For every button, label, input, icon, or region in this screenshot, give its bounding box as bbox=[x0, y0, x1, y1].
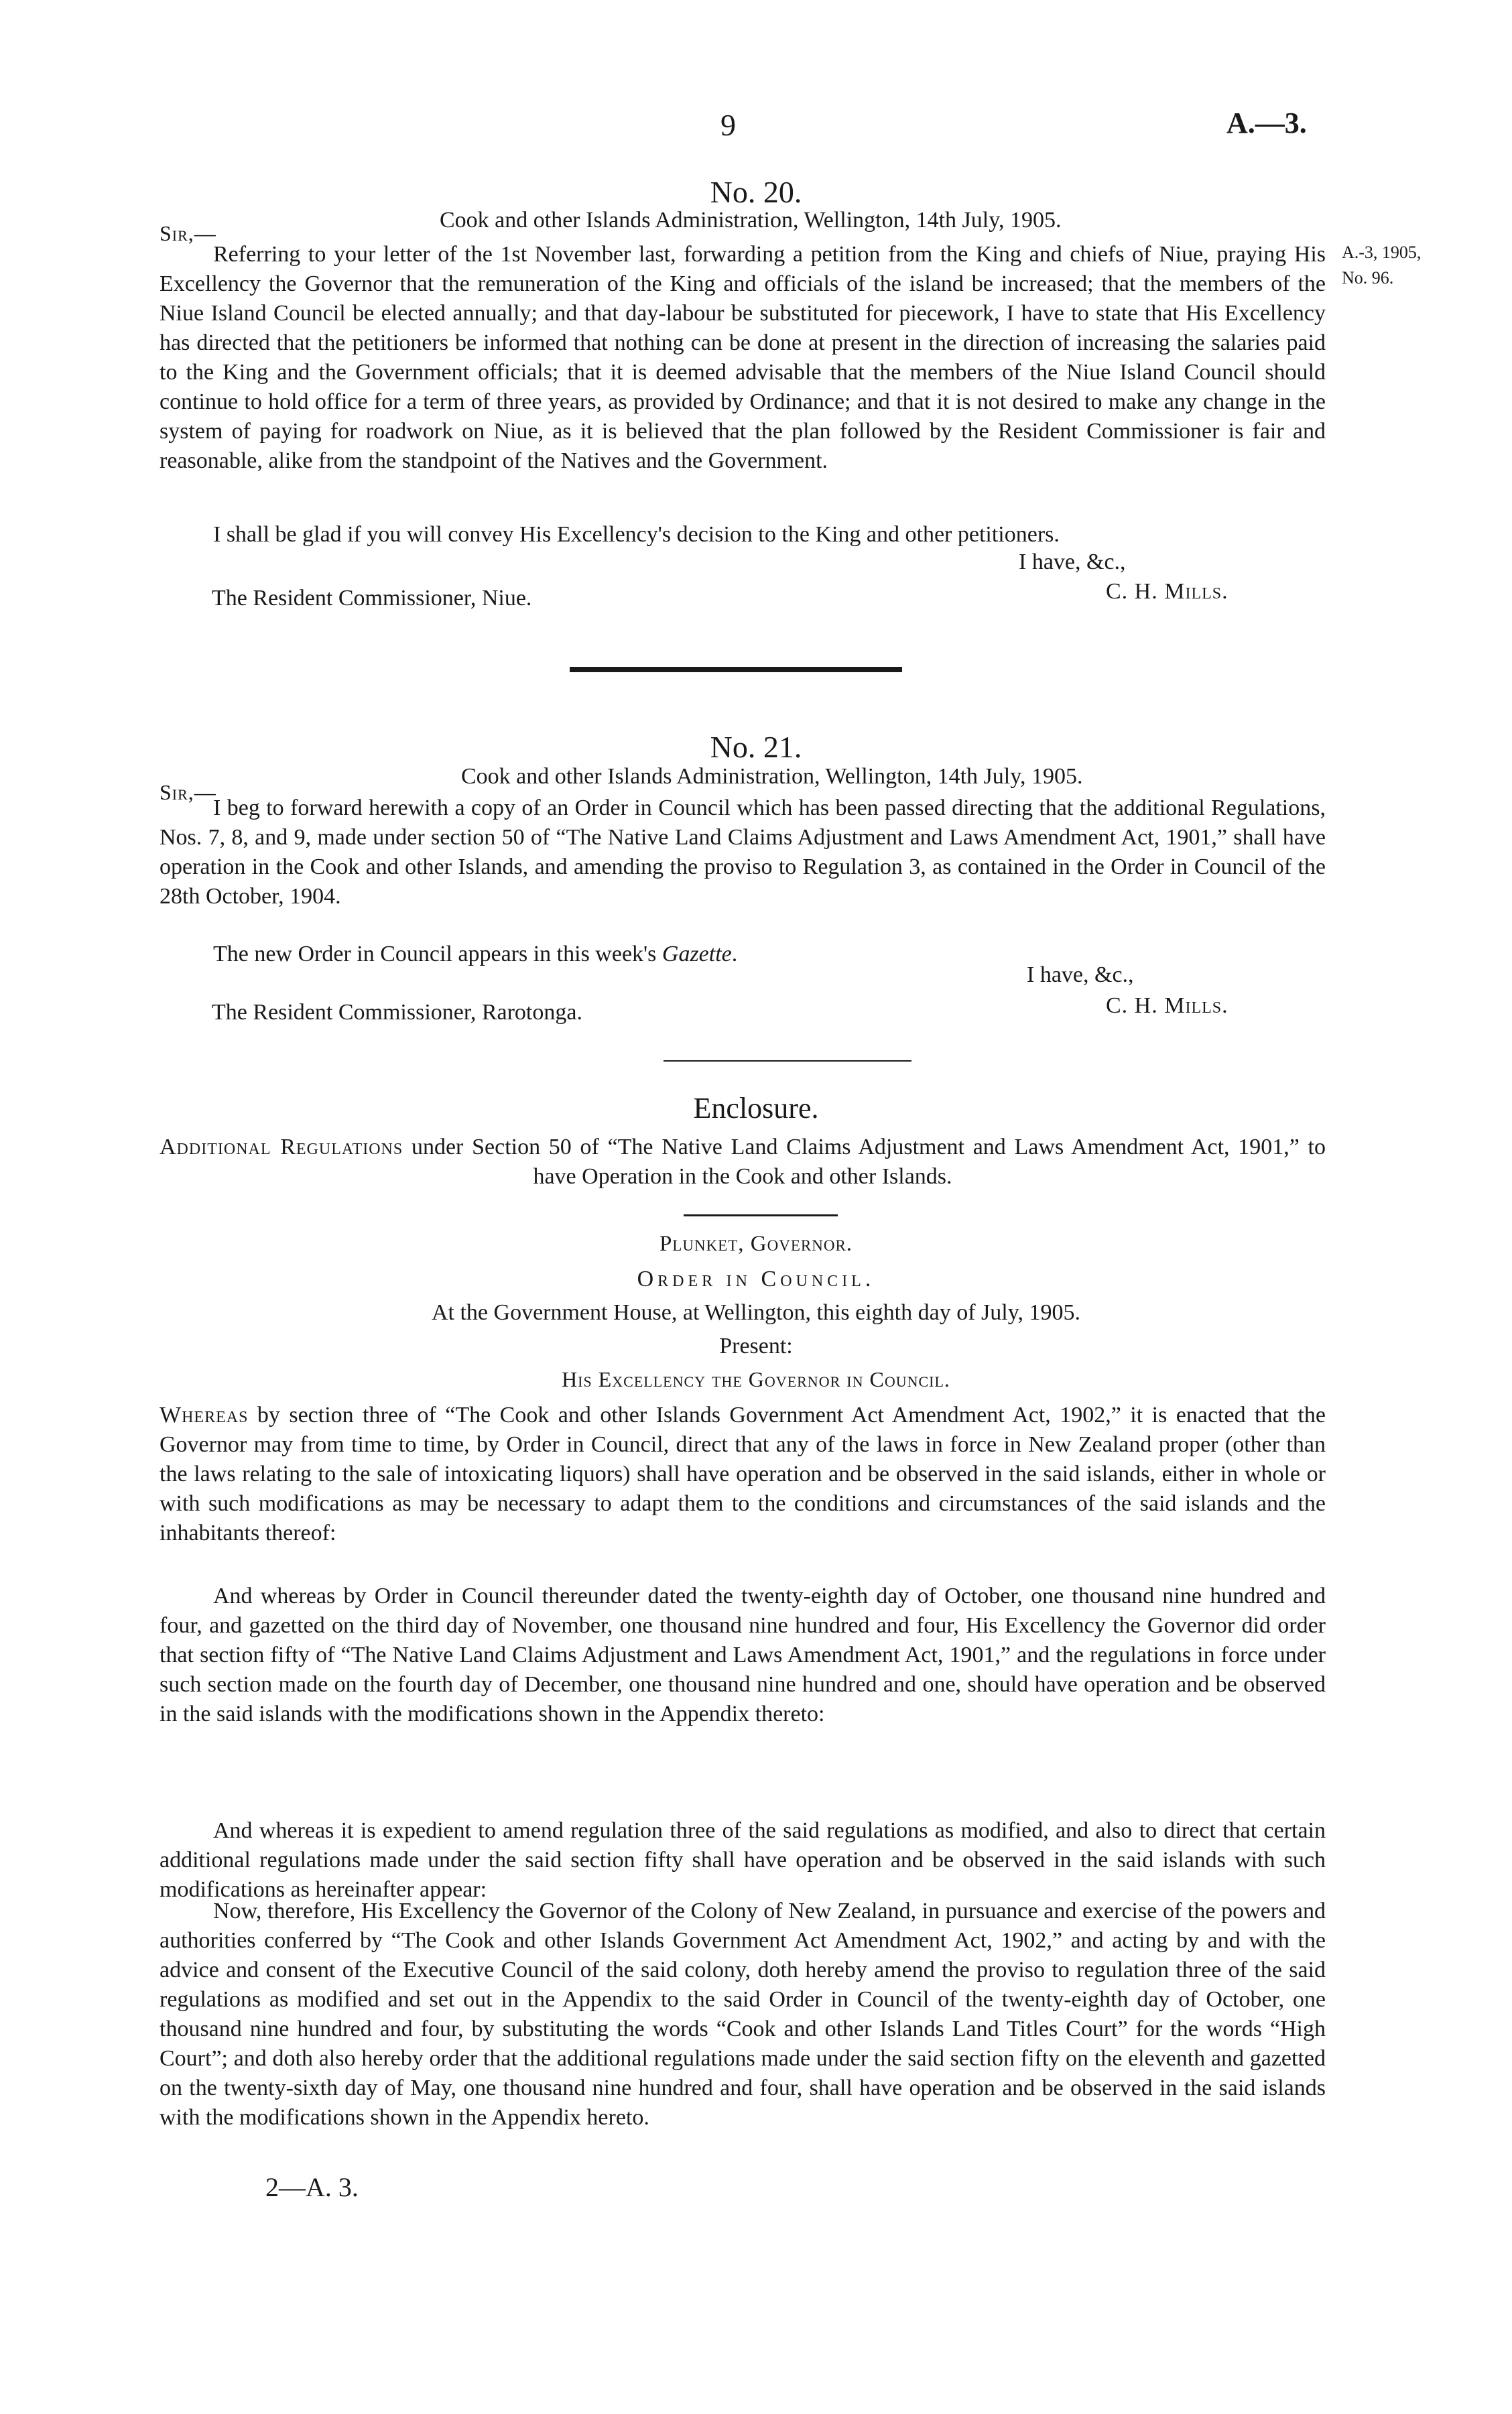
letter-21-salutation: Sir,— bbox=[160, 780, 216, 804]
letter-20-margin-note bbox=[1342, 240, 1421, 291]
whereas-word: Whereas bbox=[160, 1403, 249, 1427]
place-and-date: At the Government House, at Wellington, this eighth day of July, 1905. bbox=[431, 1300, 1081, 1325]
letter-21-closing: I have, &c., bbox=[1027, 962, 1134, 987]
margin-note-line-2: No. 96. bbox=[1342, 268, 1394, 288]
letter-21-number: No. 21. bbox=[710, 730, 802, 764]
document-reference: A.—3. bbox=[1226, 107, 1307, 139]
margin-note-line-1: A.-3, 1905, bbox=[1342, 243, 1422, 262]
letter-21-signature: C. H. Mills. bbox=[1106, 993, 1228, 1018]
enclosure-title bbox=[160, 1133, 1326, 1192]
letter-21-addressee: The Resident Commissioner, Rarotonga. bbox=[212, 1000, 582, 1025]
whereas-paragraph bbox=[160, 1401, 1326, 1548]
enclosure-title-rule bbox=[684, 1214, 838, 1216]
letter-21-paragraph-2-text: The new Order in Council appears in this week's bbox=[213, 942, 662, 966]
enclosure-title-text: under Section 50 of “The Native Land Claims Adjustment and Laws Amendment Act, 1901,” to have Operation in the Cook and other Islands. bbox=[403, 1135, 1326, 1189]
enclosure-paragraph-4: Now, therefore, His Excellency the Governor of the Colony of New Zealand, in pursuance and exercise of the powers and authorities conferred by “The Cook and other Islands Government Act Amendment Act, 1902,” and acting by and with the advice and consent of the Executive Council of the said colony, doth hereby amend the proviso to regulation three of the said regulations as modified and set out in the Appendix to the said Order in Council of the twenty-eighth day of October, one thousand nine hundred and four, by substituting the words “Cook and other Islands Land Titles Court” for the words “High Court”; and doth also hereby order that the additional regulations made under the said section fifty on the eleventh and gazetted on the twenty-sixth day of May, one thousand nine hundred and four, shall have operation and be observed in the said islands with the modifications shown in the Appendix hereto. bbox=[160, 1899, 1326, 2130]
order-in-council-heading: Order in Council. bbox=[637, 1267, 875, 1291]
section-divider-thick bbox=[570, 667, 902, 672]
enclosure-title-smallcaps: Additional Regulations bbox=[160, 1135, 403, 1159]
whereas-text: by section three of “The Cook and other Islands Government Act Amendment Act, 1902,” it is enacted that the Governor may from time to time, by Order in Council, direct that any of the laws in force in New Zealand proper (other than the laws relating to the sale of intoxicating liquors) shall have operation and be observed in the said islands, either in whole or with such modifications as may be necessary to adapt them to the conditions and circumstances of the said islands and the inhabitants thereof: bbox=[160, 1403, 1326, 1545]
letter-21-paragraph-1: I beg to forward herewith a copy of an Order in Council which has been passed directing that the additional Regulations, Nos. 7, 8, and 9, made under section 50 of “The Native Land Claims Adjustment and Laws Amendment Act, 1901,” shall have operation in the Cook and other Islands, and amending the proviso to Regulation 3, as contained in the Order in Council of the 28th October, 1904. bbox=[160, 796, 1326, 909]
council-line: His Excellency the Governor in Council. bbox=[562, 1367, 950, 1391]
letter-20-paragraph-1: Referring to your letter of the 1st November last, forwarding a petition from the King and chiefs of Niue, praying His Excellency the Governor that the remuneration of the King and officials of the island be increased; that the members of the Niue Island Council be elected annually; and that day-labour be substituted for piecework, I have to state that His Excellency has directed that the petitioners be informed that nothing can be done at present in the direction of increasing the salaries paid to the King and the Government officials; that it is deemed advisable that the members of the Niue Island Council should continue to hold office for a term of three years, as provided by Ordinance; and that it is not desired to make any change in the system of paying for roadwork on Niue, as it is believed that the plan followed by the Resident Commissioner is fair and reasonable, alike from the standpoint of the Natives and the Government. bbox=[160, 242, 1326, 473]
present-label: Present: bbox=[719, 1334, 793, 1358]
letter-20-paragraph-2: I shall be glad if you will convey His Excellency's decision to the King and other petitioners. bbox=[213, 522, 1060, 547]
footer-signature-mark: 2—A. 3. bbox=[265, 2172, 359, 2202]
governor-line: Plunket, Governor. bbox=[659, 1232, 853, 1256]
letter-20-addressee: The Resident Commissioner, Niue. bbox=[212, 586, 532, 611]
letter-20-signature: C. H. Mills. bbox=[1106, 579, 1228, 604]
letter-21-dateline: Cook and other Islands Administration, Wellington, 14th July, 1905. bbox=[461, 764, 1083, 789]
letter-21-paragraph-2 bbox=[160, 940, 964, 969]
enclosure-heading: Enclosure. bbox=[693, 1092, 819, 1125]
page-number: 9 bbox=[720, 108, 736, 142]
letter-20-closing: I have, &c., bbox=[1019, 550, 1126, 574]
enclosure-paragraph-3: And whereas it is expedient to amend regulation three of the said regulations as modified, and also to direct that certain additional regulations made under the said section fifty shall have operation and be observed in the said islands with such modifications as hereinafter appear: bbox=[160, 1818, 1326, 1902]
letter-20-number: No. 20. bbox=[710, 175, 802, 209]
letter-20-salutation: Sir,— bbox=[160, 221, 216, 245]
letter-21-paragraph-2-end: . bbox=[731, 942, 738, 966]
section-divider-thin bbox=[664, 1060, 911, 1062]
enclosure-paragraph-2: And whereas by Order in Council thereunder dated the twenty-eighth day of October, one thousand nine hundred and four, and gazetted on the third day of November, one thousand nine hundred and four, His Excellency the Governor did order that section fifty of “The Native Land Claims Adjustment and Laws Amendment Act, 1901,” and the regulations in force under such section made on the fourth day of December, one thousand nine hundred and one, should have operation and be observed in the said islands with the modifications shown in the Appendix thereto: bbox=[160, 1584, 1326, 1726]
gazette-title: Gazette bbox=[662, 942, 732, 966]
letter-20-dateline: Cook and other Islands Administration, Wellington, 14th July, 1905. bbox=[440, 208, 1062, 233]
